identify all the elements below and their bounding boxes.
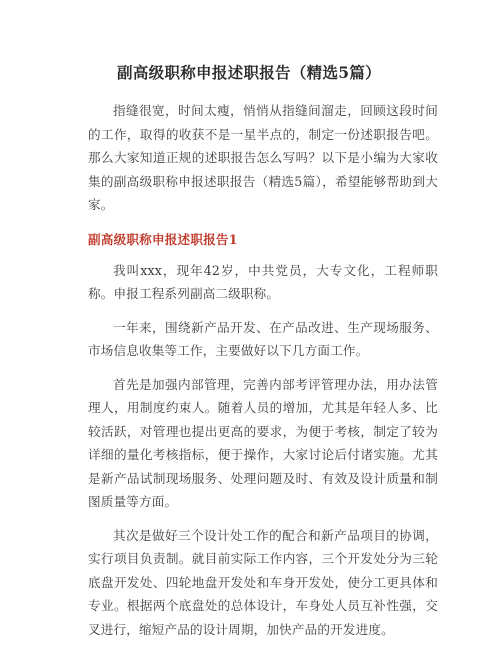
intro-paragraph: 指缝很宽，时间太瘦，悄悄从指缝间溜走，回顾这段时间的工作，取得的收获不是一星半点的，制定一份述职报告吧。那么大家知道正规的述职报告怎么写吗？以下是小编为大家收集的副高级职称申报述职报告（精选5篇），希望能够帮助到大家。 xyxy=(88,103,438,212)
section-heading: 副高级职称申报述职报告1 xyxy=(88,231,238,247)
body-paragraph-1: 我叫xxx，现年42岁，中共党员，大专文化，工程师职称。申报工程系列副高二级职称。 xyxy=(88,262,438,301)
body-paragraph-2: 一年来，围绕新产品开发、在产品改进、生产现场服务、市场信息收集等工作，主要做好以下几方面工作。 xyxy=(88,319,438,358)
body-paragraph-4: 其次是做好三个设计处工作的配合和新产品项目的协调，实行项目负责制。就目前实际工作内容，三个开发处分为三轮底盘开发处、四轮地盘开发处和车身开发处，使分工更具体和专业。根据两个底盘处的总体设计，车身处人员互补性强，交叉进行，缩短产品的设计周期，加快产品的开发进度。 xyxy=(88,527,438,637)
document-title: 副高级职称申报述职报告（精选5篇） xyxy=(117,63,381,82)
body-paragraph-3: 首先是加强内部管理，完善内部考评管理办法，用办法管理人，用制度约束人。随着人员的增加，尤其是年轻人多、比较活跃，对管理也提出更高的要求，为便于考核，制定了较为详细的量化考核指标，便于操作，大家讨论后付诸实施。尤其是新产品试制现场服务、处理问题及时、有效及设计质量和制图质量等方面。 xyxy=(88,376,438,509)
